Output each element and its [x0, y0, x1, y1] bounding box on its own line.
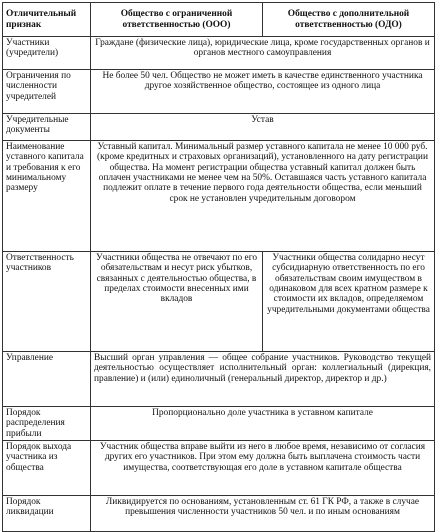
row-label-documents: Учредительные документы [3, 114, 91, 141]
row-label-liability: Ответственность участников [3, 252, 91, 352]
row-text-liability-odo: Участники общества солидарно несут субсидиарную ответственность по его обязательствам своим имуществом в одинаковом для всех кратном размере к стоимости их вкладов, определяемом учредительными документами общества [263, 252, 435, 352]
row-label-limits: Ограничения по численности учредителей [3, 70, 91, 114]
header-odo: Общество с дополнительной ответственностью (ОДО) [263, 3, 435, 37]
row-label-profit: Порядок распределения прибыли [3, 407, 91, 441]
header-feature: Отличительный признак [3, 3, 91, 37]
table-row [3, 114, 435, 141]
row-label-participants: Участники (учредители) [3, 37, 91, 70]
row-text-profit: Пропорционально доле участника в уставном капитале [91, 407, 435, 441]
table-row [3, 441, 435, 496]
table-row [3, 141, 435, 252]
table-row [3, 496, 435, 532]
row-label-exit: Порядок выхода участника из общества [3, 441, 91, 496]
table-row [3, 70, 435, 114]
header-ooo: Общество с ограниченной ответственностью (ООО) [91, 3, 263, 37]
row-text-capital: Уставный капитал. Минимальный размер уставного капитала не менее 10 000 руб. (кроме кредитных и страховых организаций), установленного на дату регистрации общества. На момент регистрации общества уставный капитал должен быть оплачен участниками не менее чем на 50%. Оставшаяся часть уставного капитала подлежит оплате в течение первого года деятельности общества, если меньший срок не установлен учредительным договором [91, 141, 435, 252]
table-row [3, 407, 435, 441]
row-text-participants: Граждане (физические лица), юридические лица, кроме государственных органов и органов местного самоуправления [91, 37, 435, 70]
row-text-exit: Участник общества вправе выйти из него в любое время, независимо от согласия других его участников. При этом ему должна быть выплачена стоимость части имущества, соответствующая его доле в уставном капитале общества [91, 441, 435, 496]
header-row [3, 3, 435, 37]
row-text-management: Высший орган управления — общее собрание участников. Руководство текущей деятельностью осуществляет исполнительный орган: коллегиальный (дирекция, правление) и (или) единоличный (генеральный директор, директор и др.) [91, 352, 435, 407]
table-row [3, 252, 435, 352]
row-label-liquidation: Порядок ликвидации [3, 496, 91, 532]
table-row [3, 352, 435, 407]
row-label-capital: Наименование уставного капитала и требования к его минимальному размеру [3, 141, 91, 252]
comparison-table [2, 2, 435, 532]
row-text-liability-ooo: Участники общества не отвечают по его обязательствам и несут риск убытков, связанных с деятельностью общества, в пределах стоимости внесенных ими вкладов [91, 252, 263, 352]
row-text-liquidation: Ликвидируется по основаниям, установленным ст. 61 ГК РФ, а также в случае превышения численности участников 50 чел. и по иным основаниям [91, 496, 435, 532]
row-text-documents: Устав [91, 114, 435, 141]
row-text-limits: Не более 50 чел. Общество не может иметь в качестве единственного участника другое хозяйственное общество, состоящее из одного лица [91, 70, 435, 114]
row-label-management: Управление [3, 352, 91, 407]
table-row [3, 37, 435, 70]
